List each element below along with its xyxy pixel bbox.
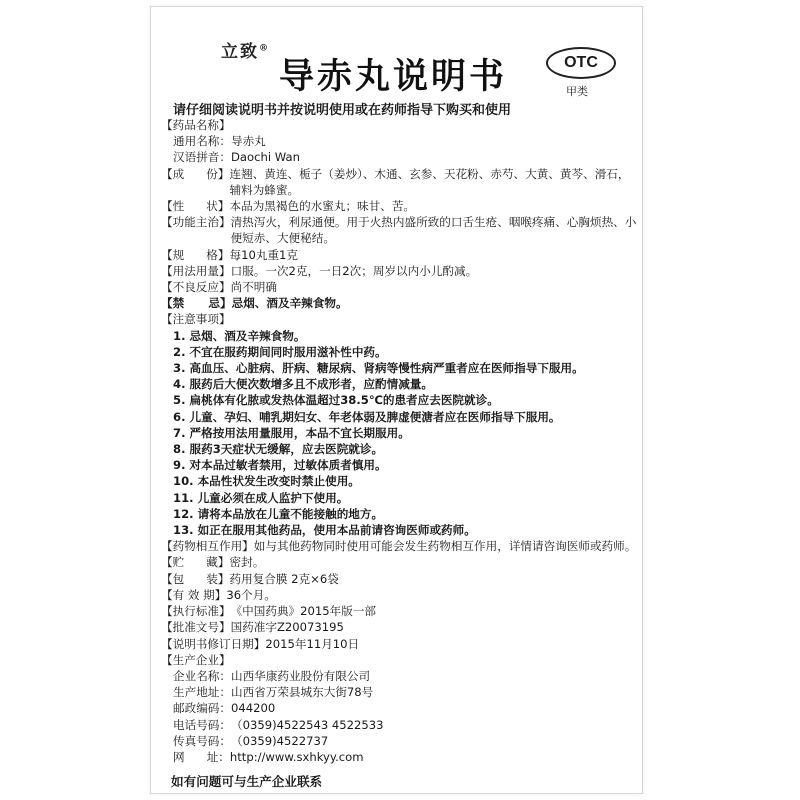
otc-badge: OTC	[546, 47, 616, 79]
address-row: 生产地址： 山西省万荣县城东大街78号	[173, 685, 374, 700]
postcode-row: 邮政编码： 044200	[173, 701, 276, 716]
drug-name-section: 【药品名称】	[161, 118, 231, 132]
interaction-row: 【药物相互作用】 如与其他药物同时使用可能会发生药物相互作用，详情请咨询医师或药师。	[161, 539, 637, 554]
instruction-leaflet	[150, 6, 643, 794]
company-row: 企业名称： 山西华康药业股份有限公司	[173, 668, 371, 683]
phone-row: 电话号码： （0359)4522543 4522533	[173, 717, 384, 732]
list-item: 6. 儿童、孕妇、哺乳期妇女、年老体弱及脾虚便溏者应在医师指导下服用。	[173, 409, 561, 424]
leaflet-header	[151, 7, 642, 97]
list-item: 13. 如正在服用其他药品，使用本品前请咨询医师或药师。	[173, 523, 476, 538]
generic-name-row: 通用名称： 导赤丸	[173, 134, 266, 149]
otc-class-label: 甲类	[566, 85, 588, 98]
function-row: 【功能主治】 清热泻火，利尿通便。用于火热内盛所致的口舌生疮、咽喉疼痛、心胸烦热、小便短赤、大便秘结。	[161, 215, 637, 246]
precautions-list	[161, 328, 641, 539]
list-item: 9. 对本品过敏者禁用，过敏体质者慎用。	[173, 458, 387, 473]
pinyin-name-row: 汉语拼音： Daochi Wan	[173, 150, 300, 165]
usage-notice: 请仔细阅读说明书并按说明使用或在药师指导下购买和使用	[173, 103, 512, 118]
contact-note: 如有问题可与生产企业联系	[171, 774, 323, 790]
leaflet-body	[161, 117, 641, 790]
standard-row: 【执行标准】 《中国药典》2015年版一部	[161, 604, 377, 619]
list-item: 7. 严格按用法用量服用，本品不宜长期服用。	[173, 425, 410, 440]
manufacturer-section: 【生产企业】	[161, 652, 231, 667]
properties-row: 【性 状】 本品为黑褐色的水蜜丸；味甘、苦。	[161, 199, 416, 214]
list-item: 3. 高血压、心脏病、肝病、糖尿病、肾病等慢性病严重者应在医师指导下服用。	[173, 361, 584, 376]
revision-row: 【说明书修订日期】 2015年11月10日	[161, 636, 360, 651]
spec-row: 【规 格】 每10丸重1克	[161, 247, 299, 262]
adverse-row: 【不良反应】 尚不明确	[161, 280, 277, 295]
page-title: 导赤丸说明书	[279, 57, 508, 97]
list-item: 4. 服药后大便次数增多且不成形者，应酌情减量。	[173, 377, 433, 392]
validity-row: 【有 效 期】 36个月。	[161, 587, 276, 602]
list-item: 12. 请将本品放在儿童不能接触的地方。	[173, 506, 384, 521]
list-item: 2. 不宜在服药期间同时服用滋补性中药。	[173, 344, 387, 359]
brand-logo: 立致®	[221, 42, 270, 62]
list-item: 5. 扁桃体有化脓或发热体温超过38.5℃的患者应去医院就诊。	[173, 393, 499, 408]
list-item: 10. 本品性状发生改变时禁止使用。	[173, 474, 360, 489]
contraindication-row: 【禁 忌】 忌烟、酒及辛辣食物。	[161, 296, 348, 311]
usage-row: 【用法用量】 口服。一次2克，一日2次；周岁以内小儿酌减。	[161, 263, 478, 278]
precautions-section: 【注意事项】	[161, 312, 231, 327]
ingredients-row: 【成 份】 连翘、黄连、栀子（姜炒）、木通、玄参、天花粉、赤芍、大黄、黄芩、滑石，辅料为蜂蜜。	[161, 166, 630, 197]
list-item: 11. 儿童必须在成人监护下使用。	[173, 490, 349, 505]
approval-row: 【批准文号】 国药准字Z20073195	[161, 620, 344, 635]
list-item: 8. 服药3天症状无缓解，应去医院就诊。	[173, 442, 384, 457]
fax-row: 传真号码： （0359)4522737	[173, 733, 329, 748]
package-row: 【包 装】 药用复合膜 2克×6袋	[161, 571, 339, 586]
list-item: 1. 忌烟、酒及辛辣食物。	[173, 328, 306, 343]
storage-row: 【贮 藏】 密封。	[161, 555, 265, 570]
website-row: 网 址： http://www.sxhkyy.com	[173, 749, 364, 764]
